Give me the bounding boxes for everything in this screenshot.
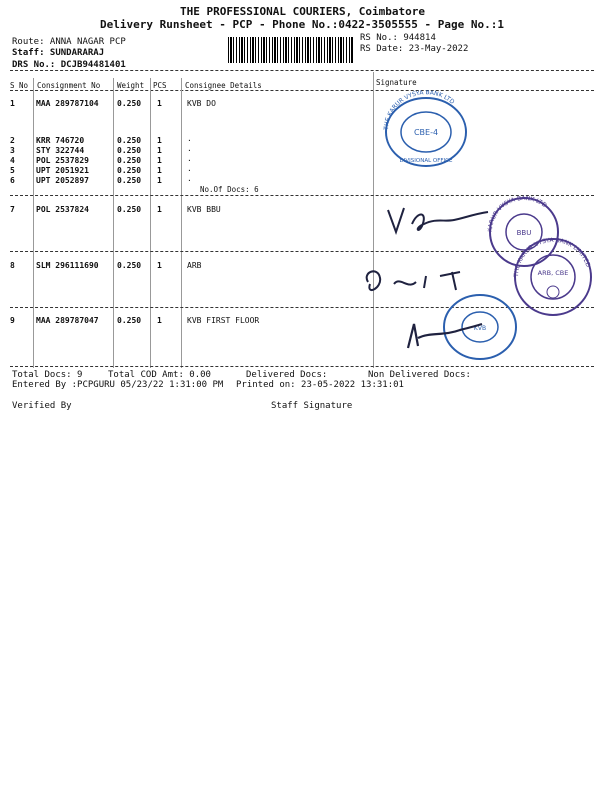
row-sno: 6: [10, 176, 15, 185]
row-weight: 0.250: [117, 156, 142, 165]
col-line: [113, 78, 114, 368]
header-divider-bottom: [10, 90, 594, 91]
bank-stamp-cbe4: [376, 90, 476, 170]
row-weight: 0.250: [117, 166, 142, 175]
row-weight: 0.250: [117, 99, 142, 108]
col-consignment: Consignment No: [37, 81, 101, 90]
row-pcs: 1: [157, 156, 162, 165]
row-consignment: UPT 2052897: [36, 176, 89, 185]
bank-stamp-arb: [508, 232, 598, 322]
signature-row7: [384, 200, 494, 240]
row-sno: 8: [10, 261, 15, 270]
row-consignment: STY 322744: [36, 146, 85, 155]
barcode: [228, 37, 354, 63]
row-weight: 0.250: [117, 176, 142, 185]
row-details: ARB: [187, 261, 202, 270]
header-divider-top: [10, 70, 594, 71]
row-sno: 9: [10, 316, 15, 325]
route: Route: ANNA NAGAR PCP: [12, 37, 126, 47]
row-consignment: POL 2537824: [36, 205, 89, 214]
printed-on: Printed on: 23-05-2022 13:31:01: [236, 380, 404, 390]
row-details: .: [187, 154, 192, 163]
row-sno: 1: [10, 99, 15, 108]
row-details: KVB FIRST FLOOR: [187, 316, 260, 325]
runsheet-subtitle: Delivery Runsheet - PCP - Phone No.:0422-3505555 - Page No.:1: [100, 18, 504, 31]
svg-text:DIVISIONAL OFFICE: DIVISIONAL OFFICE: [399, 158, 453, 164]
svg-text:KARUR VYSYA BANK LTD: KARUR VYSYA BANK LTD: [486, 194, 548, 233]
col-line: [373, 72, 374, 368]
row-consignment: UPT 2051921: [36, 166, 89, 175]
row-pcs: 1: [157, 146, 162, 155]
row-consignment: MAA 289787047: [36, 316, 99, 325]
row-details: .: [187, 164, 192, 173]
non-delivered-docs: Non Delivered Docs:: [368, 370, 471, 380]
signature-row8: [360, 262, 490, 302]
col-line: [150, 78, 151, 368]
no-of-docs: No.Of Docs: 6: [200, 185, 259, 194]
row-sno: 4: [10, 156, 15, 165]
company-title: THE PROFESSIONAL COURIERS, Coimbatore: [180, 5, 426, 18]
row-pcs: 1: [157, 261, 162, 270]
row-details: KVB DO: [187, 99, 216, 108]
col-sno: S No: [10, 81, 29, 90]
svg-text:KVB: KVB: [473, 325, 487, 332]
row-pcs: 1: [157, 176, 162, 185]
row-details: KVB BBU: [187, 205, 221, 214]
verified-by: Verified By: [12, 401, 72, 411]
drs-number: DRS No.: DCJB94481401: [12, 60, 126, 70]
svg-text:THE KARUR VYSYA BANK LIMITED: THE KARUR VYSYA BANK LIMITED: [512, 236, 592, 278]
row-consignment: KRR 746720: [36, 136, 85, 145]
row-pcs: 1: [157, 205, 162, 214]
col-signature: Signature: [376, 78, 417, 87]
total-docs: Total Docs: 9: [12, 370, 83, 380]
staff: Staff: SUNDARARAJ: [12, 48, 105, 58]
row-details: .: [187, 144, 192, 153]
svg-text:ARB, CBE: ARB, CBE: [537, 269, 569, 277]
col-line: [33, 78, 34, 368]
row-weight: 0.250: [117, 316, 142, 325]
row-consignment: POL 2537829: [36, 156, 89, 165]
rs-number: RS No.: 944814: [360, 33, 436, 43]
row-sno: 3: [10, 146, 15, 155]
col-pcs: PCS: [153, 81, 167, 90]
svg-text:THE KARUR VYSYA BANK LTD: THE KARUR VYSYA BANK LTD: [382, 90, 456, 131]
delivered-docs: Delivered Docs:: [246, 370, 328, 380]
row-pcs: 1: [157, 99, 162, 108]
rs-date: RS Date: 23-May-2022: [360, 44, 469, 54]
col-weight: Weight: [117, 81, 145, 90]
col-consignee: Consignee Details: [185, 81, 262, 90]
row-weight: 0.250: [117, 136, 142, 145]
row-pcs: 1: [157, 316, 162, 325]
staff-signature: Staff Signature: [271, 401, 353, 411]
row-details: .: [187, 174, 192, 183]
row-weight: 0.250: [117, 146, 142, 155]
row-consignment: SLM 296111690: [36, 261, 99, 270]
row-pcs: 1: [157, 136, 162, 145]
row-sno: 2: [10, 136, 15, 145]
total-cod: Total COD Amt: 0.00: [108, 370, 211, 380]
row-pcs: 1: [157, 166, 162, 175]
row-weight: 0.250: [117, 261, 142, 270]
row-details: .: [187, 134, 192, 143]
row-sno: 5: [10, 166, 15, 175]
table-bottom-divider: [10, 366, 594, 367]
entered-by: Entered By :PCPGURU 05/23/22 1:31:00 PM: [12, 380, 224, 390]
col-line: [181, 78, 182, 368]
row-sno: 7: [10, 205, 15, 214]
signature-row9: [404, 318, 487, 354]
row-weight: 0.250: [117, 205, 142, 214]
row-consignment: MAA 289787104: [36, 99, 99, 108]
svg-text:CBE-4: CBE-4: [413, 128, 439, 137]
svg-text:BBU: BBU: [516, 229, 532, 237]
